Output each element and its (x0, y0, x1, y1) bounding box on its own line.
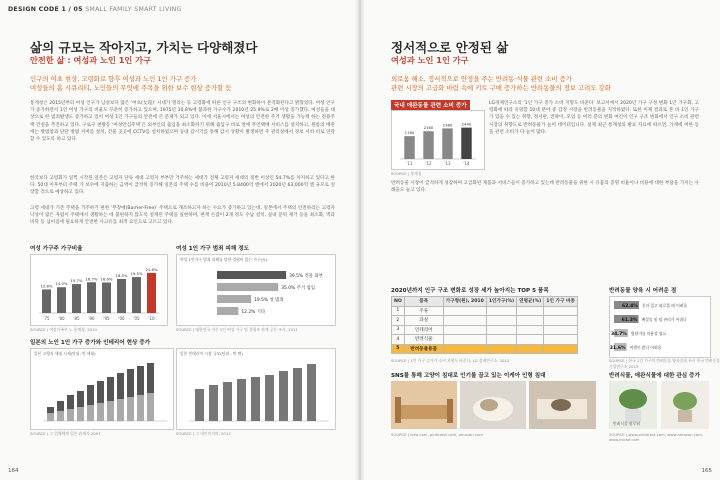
th-col5: 연평균(%) (517, 297, 544, 307)
chart4-bar (265, 375, 274, 421)
chart4-bar (293, 368, 302, 421)
chart1-source: SOURCE | 여성가족부 노 통계청, 2010 (30, 327, 97, 332)
chart1-data-label: 14.0% (55, 281, 68, 287)
chart3-bar-light (107, 401, 114, 421)
chart1-data-label: 16.7% (85, 276, 98, 282)
photo1-label: SNS를 통해 고양이 침대로 인기를 끌고 있는 이케아 인형 침대 (391, 373, 546, 379)
chart3-bar-light (137, 395, 144, 421)
chart2-frame (176, 254, 336, 326)
left-body-1: 통계청은 2015년부터 여성 인구가 남성보다 많은 ‘여초(女超)’ 시대가 열리는 등 고령화에 따른 인구 구조의 변화하이 본격화된다고 밝혔었다. 여성 인구가 증가하면서 1인 여성 가구의 비율도 꾸준히 증가하고 있으며, 1975년 10.8%에 불과한 가구수가 2010년 25.9%로 2배 이상 증가했다. 여성들을 대상으로 한 범죄발생도 증가하고 있어 여성 1인 가구들의 안전에 큰 문제가 되고 있다. 이에 서울시에서는 여성의 안전한 주거 생활을 가능케 하는 전용주택 건설을 추진하고 있다. 구로구 천왕동 ‘여성안심주택’은 외부인의 출입을 최소화하기 위해 출입구 바로 앞에 무인택배 서비스를 설치하고, 원룸의 배관에는 방범창과 단단 방범 커버를 설치, 건물 곳곳에 CCTV를 설치하였으며 등대 감시기를 통해 감시 상황이 발생하면 주 관리실에서 경보 서비 비로 연락할 수 있도록 하고 있다. (30, 101, 335, 143)
page-number-left: 164 (8, 468, 19, 474)
chart3-bar-light (47, 413, 54, 421)
chart5-bar (404, 136, 414, 159)
chart2-top-note: 여성 1인가구 범죄 피해를 당한 경험이 있는 가구(%) (180, 257, 268, 262)
right-lead: 외로움 해소, 정서적으로 안정을 주는 반려동·식물 관련 소비 증가 관련 시장의 고급화 바람 속에 키트 구매 증가하는 반려동물의 정보 고려도 강화 (391, 75, 611, 92)
chart2-bar (217, 307, 238, 315)
chart3-svg (31, 349, 173, 429)
chart1-bar (87, 282, 96, 313)
chart5-tick-label: '12 (425, 161, 432, 166)
chart3-label: 일본의 노인 1인 가구 증가와 인테리어 현상 증가 (30, 340, 151, 346)
chart3-source: SOURCE | 그 업체체계 일본 관계자 2007 (30, 431, 101, 436)
chart1-tick-label: '80 (58, 316, 65, 321)
chart1-tick-label: '75 (43, 316, 50, 321)
chart6-value: 62.4% (622, 304, 638, 309)
chart3-bar-light (127, 397, 134, 421)
chart3-bar-light (147, 393, 154, 421)
chart3-frame (30, 348, 174, 430)
series-name: SMALL FAMILY SMART LIVING (85, 6, 182, 13)
chart1-label: 여성 가구주 가구비율 (30, 246, 83, 252)
chart5-tick-label: '14 (463, 161, 470, 166)
table-row: 3 인테리어 (392, 325, 578, 335)
chart2-bar (217, 295, 251, 303)
chart5-bar (442, 128, 452, 159)
chart3-bar-light (97, 403, 104, 421)
chart3-bar-light (117, 399, 124, 421)
chart3-bar-light (67, 409, 74, 421)
left-subtitle: 안전한 삶 : 여성과 노인 1인 가구 (30, 55, 151, 65)
chart6-item-label: 병원비를 이용할 필요 (630, 331, 667, 336)
chart2-data-label: 12.2% 기타 (241, 310, 266, 315)
chart1-tick-label: '05 (133, 316, 140, 321)
chart1-bar (42, 289, 51, 313)
chart1-data-label: 19.5% (130, 271, 143, 277)
top5-table (391, 296, 578, 354)
chart4-frame (176, 348, 336, 430)
left-body-3: 고령 세대가 기존 주택을 거주하기 편한 ‘무장애(Barrier-Free)’ 주택으로 개조하고자 하는 수요가 증가하고 있는데, 일본에서 주택의 안전하리는 고령자 낙상이 많은 자립이 주택에서 생활하는 데 불편하지 않도록 설계된 주택을 실현하며, 현재 손잡이 2개 정도 수납 설치, 실내 문턱 제거 등을 최소화, 벽과 바닥 등 넘어짐에 필요하게 안전한 사고유를 최적 요인으로 고르고 있다. (30, 206, 335, 226)
photo2-label: 반려식물, 애완식물에 대한 관심 증가 (609, 373, 700, 379)
chart1-tick-label: '90 (88, 316, 95, 321)
chart6-frame (609, 296, 711, 358)
chart4-source: SOURCE | 그 내이미지의, 2013 (176, 431, 231, 436)
chart2-data-label: 19.5% 성 범죄 (254, 298, 284, 303)
table-row: 1 주류 (392, 306, 578, 316)
chart1-svg (31, 255, 167, 325)
table-row: 4 반려식물 (392, 335, 578, 345)
chart4-bar (223, 382, 232, 421)
chart1-bar (57, 287, 66, 313)
chart2-bar (217, 271, 286, 279)
chart3-caption: 일본 고령자 세대 시세(단위: 만 세대) (34, 351, 96, 356)
chart1-tick-label: '95 (103, 316, 110, 321)
chart1-bar (102, 282, 111, 313)
chart1-bar (72, 284, 81, 313)
chart5-bar (461, 128, 471, 159)
table-row-highlight: 5 반려동물용품 (392, 344, 578, 354)
chart6-item-label: 여행이 많다 어려움 (629, 345, 662, 350)
photo2-caption: 반려식물 팔로워 (613, 421, 640, 426)
chart5-data-label: 2440 (461, 121, 472, 127)
ikea-doll-bed-photos (391, 381, 596, 429)
chart3-bar-light (77, 407, 84, 421)
photo2-source: SOURCE | www.pinterest.com, www.amazon.com, www.mirae.com (609, 432, 704, 442)
chart4-bar (195, 389, 204, 421)
table-row: 2 과실 (392, 316, 578, 326)
chart5-data-label: 2380 (442, 122, 453, 128)
chart4-bar (307, 364, 316, 421)
right-subtitle: 여성과 노인 1인 가구 (391, 55, 469, 65)
th-no: NO (392, 297, 405, 307)
table-label: 2020년까지 인구 구조 변화로 성장 세가 높아지는 TOP 5 품목 (391, 288, 549, 294)
chart1-bar (117, 279, 126, 313)
chart2-data-label: 39.5% 건물 외부 (289, 274, 323, 279)
chart5-data-label: 1780 (404, 130, 415, 136)
chart2-label: 여성 1인 가구 범죄 피해 정도 (176, 246, 250, 252)
chart1-tick-label: '10 (148, 316, 155, 321)
chart6-value: 61.3% (621, 318, 638, 323)
th-col3: 가구형(원), 2010 (443, 297, 486, 307)
chart4-bar (209, 385, 218, 421)
right-body-1: LG경제연구소의 ‘1인 가구 증가 소비 지형도 바꾼다’ 보고서에서 2020년 가구 구성 변화 1인 가구화, 고령화에 따라 유망할 10대 분야 중 감정 시장을 반려동물을 지적하였다. 또한 이제 결과로 본 바 1인 가구가 있을 수 있는 취향, 정서판, 전략이, 모임 등 여러 분의 변화 여건이 인구 구조 변화에서 인구 소비 관련 시장의 취향도로 반려동물가 늘어 데이터입니다. 실제 최근 통계청의 발표 자료에 따르면, 가계에 여한 등을 관련 소비가 다 늘어 많다. (489, 101, 699, 135)
chart5-label: 국내 애완동물 관련 소비 증가 (391, 100, 470, 110)
chart5-svg (392, 111, 484, 169)
chart1-bar (132, 277, 141, 313)
chart1-frame (30, 254, 168, 326)
left-lead: 인구의 여초 현상, 고령화로 향후 여성과 노인 1인 가구 증가 여성들의 홈 시큐리티, 노인들의 무엇에 주목을 위한 보수 현상 증가할 듯 (30, 75, 232, 92)
chart1-tick-label: '00 (118, 316, 125, 321)
spine-gutter (355, 0, 365, 480)
chart5-source: SOURCE | 통계청 (391, 171, 422, 176)
design-code: DESIGN CODE 1 / 05 SMALL FAMILY SMART LIVING (8, 6, 182, 13)
left-body-2: 한국보다 고령화가 일찍 시작된 일본은 고령자 단독 세대 고령자 부부만 거주하는 세대가 전체 고령자 세대의 절반 이상인 54.7%를 차지하고 있다고 한다. 50대 이후부터 주택 가 보수에 지출하는 금액이 급격히 증가해 일본의 주택 수를 비용이 2010년 5.8400억 엔에서 2020년 63,000억 엔 규모로 성장할 것으로 예상하고 있다. (30, 176, 335, 196)
chart4-caption: 일본 인테리어 시장 규모(단위 : 억 엔) (180, 351, 243, 356)
chart1-data-label: 18.5% (115, 272, 128, 278)
chart5-tick-label: '13 (444, 161, 451, 166)
header (0, 0, 359, 22)
chart2-data-label: 35.0% 주거 침입 (281, 286, 315, 291)
chart5-bar (423, 131, 433, 159)
chart4-bar (251, 377, 260, 421)
chart2-bar (217, 283, 278, 291)
chart6-svg (610, 297, 710, 357)
photo-collage (391, 381, 596, 429)
chart1-data-label: 12.8% (40, 283, 53, 289)
plant-photos (609, 381, 709, 429)
chart2-source: SOURCE | 대한민국 거주 1인 여성 가구 및 경험조 관계 공동 조사, 2011 (176, 327, 298, 332)
th-item: 품목 (404, 297, 443, 307)
chart2-svg (177, 255, 335, 325)
chart6-value: 31.6% (610, 346, 626, 351)
chart1-bar (147, 273, 156, 313)
th-col4: 1인가구(%) (486, 297, 516, 307)
page-number-right: 165 (701, 468, 712, 474)
chart6-value: 34.7% (610, 332, 627, 337)
chart5-tick-label: '11 (406, 161, 413, 166)
right-title: 정서적으로 안정된 삶 (391, 40, 509, 55)
chart1-data-label: 15.7% (70, 278, 83, 284)
chart1-data-label: 16.6% (100, 276, 113, 282)
chart6-source: SOURCE | 한국 1인 가구의 반려동물 양육실태 조사 한국 반려동물기업연구소 2013 (609, 358, 720, 369)
right-page (361, 0, 720, 480)
table-source: SOURCE | 1인 가구 증가가 소비 지형도 바꾼다, LG 경제연구소, 2012 (391, 358, 510, 363)
th-col6: 1인 가구 비중 (544, 297, 578, 307)
chart3-bar-light (57, 411, 64, 421)
chart5-frame (391, 110, 485, 170)
chart4-bar (279, 371, 288, 421)
chart1-tick-label: '85 (73, 316, 80, 321)
left-title: 삶의 규모는 작아지고, 가치는 다양해졌다 (30, 40, 258, 55)
left-page (0, 0, 359, 480)
photo1-source: SOURCE | ikea.com, pinterest.com, amazon.com (391, 432, 483, 437)
chart3-bar-light (87, 405, 94, 421)
chart6-label: 반려동물 양육 시 어려운 점 (609, 288, 677, 294)
chart1-data-label: 21.8% (145, 266, 158, 272)
chart6-item-label: 배설물 및 털 관리가 어렵다 (641, 317, 687, 322)
right-body-2: 반려동물 시장이 급격하게 성장하며 고급화된 제품과 서비스들이 증가하고 있는데 반려동물을 위한 시 유품의 증명 비율이나 비용에 대한 부담을 가지는 사례들도 늘고 있다. (391, 181, 699, 194)
chart4-bar (237, 379, 246, 421)
chart5-data-label: 2160 (423, 125, 434, 131)
chart4-svg (177, 349, 335, 429)
chart6-item-label: 혼자 있고 외로울 때 어려움 (641, 303, 688, 308)
